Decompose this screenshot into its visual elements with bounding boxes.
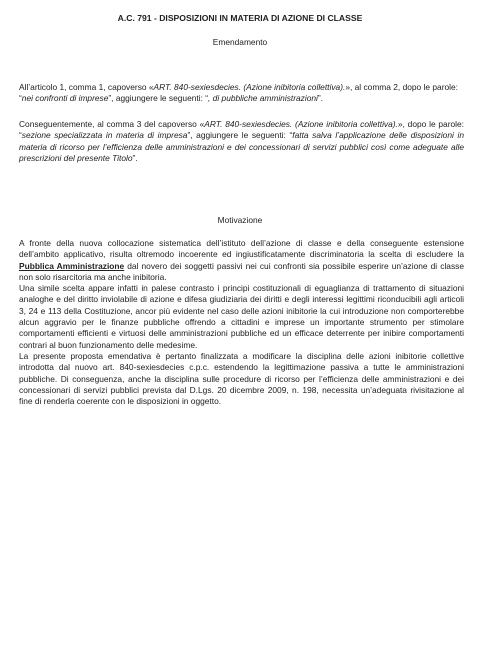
text-span: A fronte della nuova collocazione sistematica dell’istituto dell’azione di classe e della conseguente estensione dell’ambito applicativo, risulta oltremodo incoerente ed ingiustificatamente discriminatoria la scelta di escludere la — [19, 238, 464, 260]
italic-quote: sezione specializzata in materia di impresa — [21, 130, 188, 141]
text-span: ”, aggiungere le seguenti: “ — [108, 93, 209, 104]
text-span: ”. — [132, 152, 138, 163]
text-span: », al comma 2, dopo le parole: “ — [19, 82, 458, 104]
motivazione-paragraph-1 — [19, 238, 464, 283]
motivazione-heading: Motivazione — [217, 215, 263, 225]
italic-article-ref: ART. 840-sexiesdecies. (Azione inibitoria collettiva). — [153, 82, 346, 92]
motivazione-body — [19, 238, 464, 407]
motivazione-paragraph-2: Una simile scelta appare infatti in palese contrasto i principi costituzionali di eguaglianza di trattamento di situazioni analoghe e del diritto inviolabile di azione e difesa giudiziaria dei diritti e degli interessi legittimi riconducibili agli articoli 3, 24 e 113 della Costituzione, ancor più evidente nel caso delle azioni inibitorie la cui introduzione non comporterebbe alcun aggravio per le finanze pubbliche offrendo a cittadini e imprese un importante strumento per stimolare comportamenti efficienti e virtuosi delle amministrazioni pubbliche ed un efficace deterrente per inibire comportamenti contrari al buon funzionamento delle medesime. — [19, 283, 464, 350]
underlined-term: Pubblica Amministrazione — [19, 260, 125, 271]
amendment-paragraph-1 — [19, 82, 464, 105]
text-span: ”, aggiungere le seguenti: “ — [187, 130, 293, 141]
italic-quote: fatta salva l’applicazione delle disposizioni in materia di ricorso per l’efficienza delle amministrazioni e dei concessionari di servizi pubblici così come adeguate alle prescrizioni del presente Titolo — [19, 130, 464, 163]
text-span: ”. — [317, 93, 324, 104]
document-title: A.C. 791 - DISPOSIZIONI IN MATERIA DI AZIONE DI CLASSE — [117, 13, 363, 23]
motivazione-paragraph-3: La presente proposta emendativa è pertanto finalizzata a modificare la disciplina delle azioni inibitorie collettive introdotta dal nuovo art. 840-sexiesdecies c.p.c. estendendo la legittimazione passiva a tutte le amministrazioni pubbliche. Di conseguenza, anche la disciplina sulle procedure di ricorso per l’efficienza delle amministrazioni e dei concessionari di servizi pubblici prevista dal D.Lgs. 20 dicembre 2009, n. 198, necessita un’adeguata rivisitazione al fine di renderla coerente con le disposizioni in oggetto. — [19, 350, 464, 407]
document-subtitle: Emendamento — [212, 37, 268, 47]
text-span: Conseguentemente, al comma 3 del capoverso « — [19, 119, 205, 129]
amendment-paragraph-2 — [19, 119, 464, 164]
text-span: dal novero dei soggetti passivi nei cui confronti sia possibile esperire un’azione di classe non solo risarcitoria ma anche inibitoria. — [19, 260, 464, 282]
text-span: All’articolo 1, comma 1, capoverso « — [19, 82, 154, 92]
italic-quote: nei confronti di imprese — [21, 93, 109, 104]
text-span: », dopo le parole: “ — [19, 119, 464, 141]
italic-quote: , di pubbliche amministrazioni — [208, 93, 318, 104]
italic-article-ref: ART. 840-sexiesdecies. (Azione inibitoria collettiva). — [204, 119, 398, 129]
